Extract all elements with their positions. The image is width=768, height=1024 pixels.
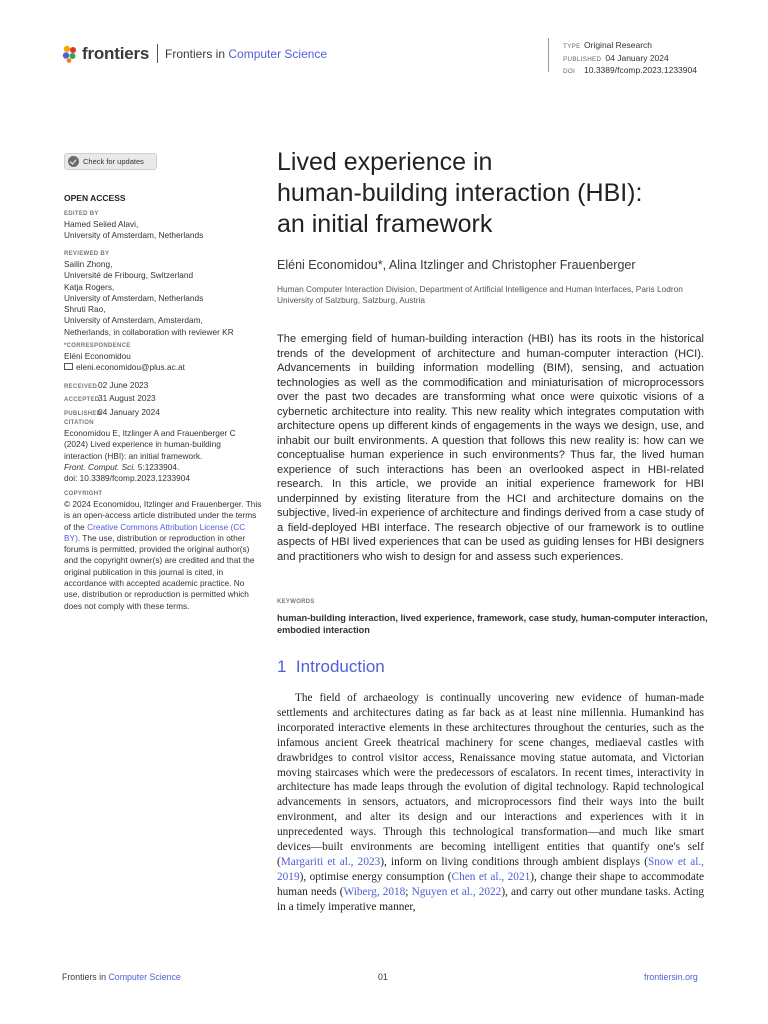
- citation-link[interactable]: Nguyen et al., 2022: [411, 885, 502, 898]
- reviewer-line: University of Amsterdam, Amsterdam,: [64, 315, 203, 326]
- reviewer-line: Sailin Zhong,: [64, 259, 113, 269]
- copyright-text: [64, 499, 262, 612]
- intro-text: The field of archaeology is continually uncovering new evidence of human-made settlements and architectures dating as far back as at least nine millennia. Humankind has incorporated interactive elements in these architectures throughout the centuries, such as the infamous ancient Greek theatrical machinery for scene changes, mediaeval castles with drawbridges to control visitor access, Renaissance moving statue automata, and Victorian moving staircases which were the predecessors of escalators. In recent times, interactivity in architecture has made leaps through the evolution of digital technology. Rapid technological advancements in sensors, actuators, and microprocessors find their ways into the built environment, and alter its design and our interactions and experiences with it in unprecedented ways. Through this technological transformation—and much like smart devices—built environments are becoming intelligent entities that quantify one's self (: [277, 692, 704, 868]
- accepted-label: ACCEPTED: [64, 397, 100, 404]
- check-icon: [68, 156, 79, 167]
- citation-line: (2024) Lived experience in human-building: [64, 439, 221, 450]
- intro-paragraph: [277, 691, 704, 915]
- article-meta: [563, 40, 697, 78]
- intro-text: ), and carry out other mundane tasks. Acting in a timely imperative manner,: [277, 885, 704, 913]
- reviewer-line: Shruti Rao,: [64, 304, 106, 315]
- journal-title: Computer Science: [228, 47, 328, 61]
- doi-value[interactable]: 10.3389/fcomp.2023.1233904: [584, 65, 697, 75]
- frontiers-logo[interactable]: [62, 44, 149, 64]
- footer-journal-prefix: Frontiers in: [62, 972, 106, 982]
- title-line: Lived experience in: [277, 148, 493, 176]
- correspondence-block: [64, 342, 264, 374]
- author-list[interactable]: Eléni Economidou*, Alina Itzlinger and Christopher Frauenberger: [277, 258, 636, 272]
- copyright-text-start: © 2024 Economidou, Itzlinger and Frauenberger. This is an open-access article distributed under the terms of the: [64, 499, 262, 532]
- dates-block: [64, 380, 264, 420]
- footer-journal-name: Computer Science: [108, 972, 181, 982]
- type-label: TYPE: [563, 43, 581, 50]
- footer-journal[interactable]: [62, 972, 181, 982]
- section-number: 1: [277, 657, 287, 676]
- type-value: Original Research: [584, 40, 653, 50]
- edited-by-label: EDITED BY: [64, 211, 99, 217]
- citation-link[interactable]: Margariti et al., 2023: [280, 855, 381, 868]
- citation-journal: Front. Comput. Sci.: [64, 461, 136, 472]
- reviewed-by-block: [64, 250, 264, 338]
- copyright-label: COPYRIGHT: [64, 491, 103, 497]
- sidebar-published-value: 04 January 2024: [98, 406, 160, 417]
- reviewer-line: Netherlands, in collaboration with reviewer KR: [64, 326, 234, 337]
- intro-text: ;: [405, 885, 412, 898]
- citation-link[interactable]: Snow et al., 2019: [277, 855, 704, 883]
- citation-doi[interactable]: doi: 10.3389/fcomp.2023.1233904: [64, 473, 190, 484]
- intro-text: ), inform on living conditions through ambient displays (: [380, 855, 648, 868]
- section-heading: [277, 657, 385, 677]
- open-access-label: OPEN ACCESS: [64, 193, 126, 203]
- keywords-label: KEYWORDS: [277, 599, 315, 605]
- citation-link[interactable]: Chen et al., 2021: [451, 870, 531, 883]
- reviewed-by-label: REVIEWED BY: [64, 251, 110, 257]
- reviewer-line: Katja Rogers,: [64, 281, 115, 292]
- abstract: The emerging field of human-building interaction (HBI) has its roots in the historical trends of the development of architecture and human-computer interaction (HCI). Advancements in building information modelling (BIM), sensing, and actuation technologies as well as the commodification and miniaturisation of microprocessors over the past two decades are transforming what once were quixotic visions of a cybernetic architecture into reality. This new reality which integrates computation with architecture opens up different kinds of engagements in the ways we design, use, and inhabit our built environments. A question that follows this new reality is: how can we conceptualise human experience in such environments? Thus far, the lived human experience of such interactions has been an overlooked aspect in HBI-related research. In this article, we provide an initial experience framework for HBI underpinned by existing literature from the HCI and architecture domains on the subjective, lived-in experience of architecture and findings derived from a case study of a field-deployed HBI interface. The research objective of our framework is to outline aspects of HBI lived experiences that can be used as guiding lenses for HBI designers and practitioners who wish to design for and assess such experiences.: [277, 333, 704, 563]
- citation-line: interaction (HBI): an initial framework.: [64, 450, 203, 461]
- meta-divider: [548, 38, 549, 72]
- brand-name: frontiers: [82, 44, 150, 63]
- header-divider: [157, 44, 158, 63]
- check-updates-button[interactable]: [64, 153, 157, 170]
- citation-link[interactable]: Wiberg, 2018: [343, 885, 406, 898]
- received-label: RECEIVED: [64, 384, 98, 390]
- check-updates-label: Check for updates: [83, 157, 144, 166]
- license-link[interactable]: Creative Commons Attribution License (CC BY): [64, 521, 246, 543]
- correspondence-name: Eléni Economidou: [64, 351, 131, 361]
- title-line: an initial framework: [277, 210, 493, 238]
- section-title: Introduction: [295, 657, 385, 676]
- journal-prefix: Frontiers in: [165, 47, 226, 61]
- copyright-block: [64, 490, 262, 612]
- citation-line: Economidou E, Itzlinger A and Frauenberger C: [64, 428, 236, 438]
- correspondence-email[interactable]: eleni.economidou@plus.ac.at: [76, 362, 185, 373]
- page-number: 01: [378, 972, 388, 982]
- editor-name: Hamed Seiied Alavi,: [64, 219, 139, 229]
- correspondence-email-row[interactable]: [64, 362, 264, 373]
- citation-block: [64, 419, 264, 484]
- published-value: 04 January 2024: [605, 52, 669, 63]
- frontiers-logo-icon: [62, 45, 78, 63]
- site-link[interactable]: frontiersin.org: [644, 972, 698, 982]
- editor-affiliation: University of Amsterdam, Netherlands: [64, 230, 204, 241]
- correspondence-label: *CORRESPONDENCE: [64, 343, 131, 349]
- journal-name[interactable]: [165, 47, 327, 61]
- title-line: human-building interaction (HBI):: [277, 179, 643, 207]
- copyright-text-end: . The use, distribution or reproduction in other forums is permitted, provided the original author(s) and the copyright owner(s) are credited and that the original publication in this journal is cited, in accordance with accepted academic practice. No use, distribution or reproduction is permitted which does not comply with these terms.: [64, 532, 255, 611]
- reviewer-line: University of Amsterdam, Netherlands: [64, 292, 204, 303]
- intro-text: ), optimise energy consumption (: [299, 870, 452, 883]
- sidebar-published-label: PUBLISHED: [64, 410, 102, 417]
- keywords: human-building interaction, lived experience, framework, case study, human-computer interaction, embodied interaction: [277, 613, 708, 635]
- accepted-value: 31 August 2023: [98, 393, 156, 404]
- published-label: PUBLISHED: [563, 55, 602, 63]
- intro-text: ), change their shape to accommodate human needs (: [277, 870, 704, 898]
- author-affiliation: Human Computer Interaction Division, Department of Artificial Intelligence and Human Interfaces, Paris Lodron University of Salzburg, Salzburg, Austria: [277, 284, 683, 305]
- mail-icon: [64, 363, 73, 370]
- article-title: [277, 147, 727, 240]
- doi-label: DOI: [563, 68, 576, 75]
- citation-label: CITATION: [64, 420, 94, 426]
- received-value: 02 June 2023: [98, 380, 149, 390]
- edited-by-block: [64, 210, 264, 242]
- reviewer-line: Université de Fribourg, Switzerland: [64, 270, 194, 281]
- citation-volume: 5:1233904.: [135, 461, 180, 472]
